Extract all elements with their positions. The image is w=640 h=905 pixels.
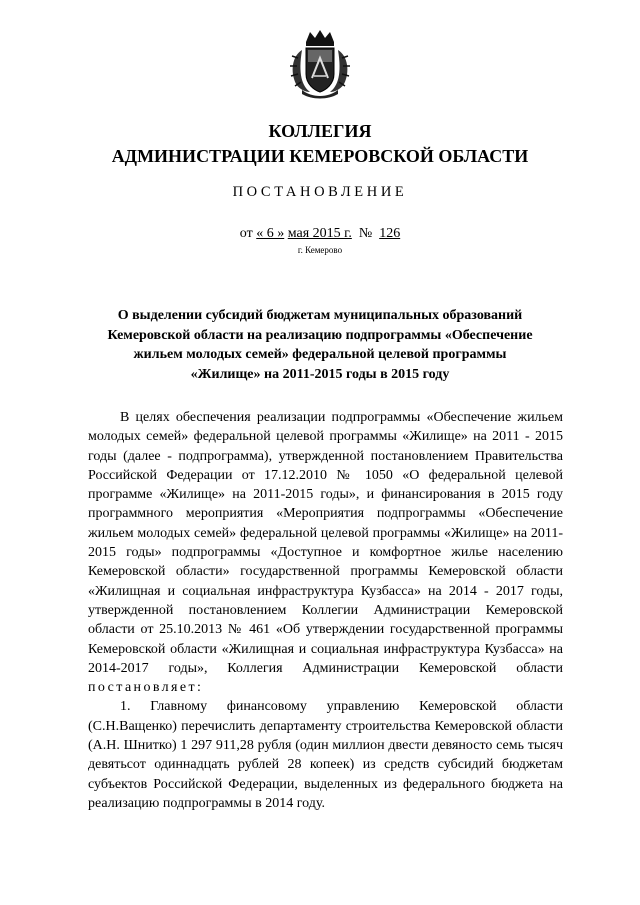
coat-of-arms-emblem-icon xyxy=(288,28,352,100)
number-sign: № xyxy=(358,226,373,241)
date-number-line xyxy=(0,225,640,243)
date-month-year: мая 2015 г. xyxy=(287,226,352,241)
preamble-action-word: постановляет: xyxy=(88,680,204,696)
org-name-line1: КОЛЛЕГИЯ xyxy=(268,121,372,141)
org-name-line2: АДМИНИСТРАЦИИ КЕМЕРОВСКОЙ ОБЛАСТИ xyxy=(111,146,529,166)
city-name: г. Кемерово xyxy=(297,245,343,255)
document-type: ПОСТАНОВЛЕНИЕ xyxy=(232,184,408,200)
body-paragraph-item-1: 1. Главному финансовому управлению Кемеровской области (С.Н.Ващенко) перечислить департаменту строительства Кемеровской области (А.Н. Шнитко) 1 297 911,28 рубля (один миллион двести девяносто семь тысяч девятьсот одиннадцать рублей 28 копеек) из средств субсидий бюджетам субъектов Российской Федерации, выделенных из федерального бюджета на реализацию подпрограммы в 2014 году. xyxy=(88,699,563,811)
title-line: Кемеровской области на реализацию подпрограммы «Обеспечение xyxy=(107,327,533,343)
date-prefix: от xyxy=(239,226,253,241)
document-title xyxy=(70,306,570,384)
date-day: « 6 » xyxy=(256,226,285,241)
preamble-text: В целях обеспечения реализации подпрограммы «Обеспечение жильем молодых семей» федеральной целевой программы «Жилище» на 2011 - 2015 годы (далее - подпрограмма), утвержденной постановлением Правительства Российской Федерации от 17.12.2010 № 1050 «О федеральной целевой программе «Жилище» на 2011-2015 годы», и финансирования в 2015 году программного мероприятия «Мероприятия подпрограммы «Обеспечение жильем молодых семей» федеральной целевой программы «Жилище» на 2011- 2015 годы» подпрограммы «Доступное и комфортное жилье населению Кемеровской области» государственной программы Кемеровской области «Жилищная и социальная инфраструктура Кузбасса» на 2014 - 2017 годы, утвержденной постановлением Коллегии Администрации Кемеровской области от 25.10.2013 № 461 «Об утверждении государственной программы Кемеровской области «Жилищная и социальная инфраструктура Кузбасса» на 2014-2017 годы», Коллегия Администрации Кемеровской области xyxy=(88,410,563,676)
document-number: 126 xyxy=(379,226,401,241)
document-body xyxy=(88,408,563,813)
title-line: «Жилище» на 2011-2015 годы в 2015 году xyxy=(190,366,450,382)
body-paragraph-preamble xyxy=(88,408,563,697)
title-line: жильем молодых семей» федеральной целевой программы xyxy=(133,347,507,363)
title-line: О выделении субсидий бюджетам муниципальных образований xyxy=(117,308,523,323)
